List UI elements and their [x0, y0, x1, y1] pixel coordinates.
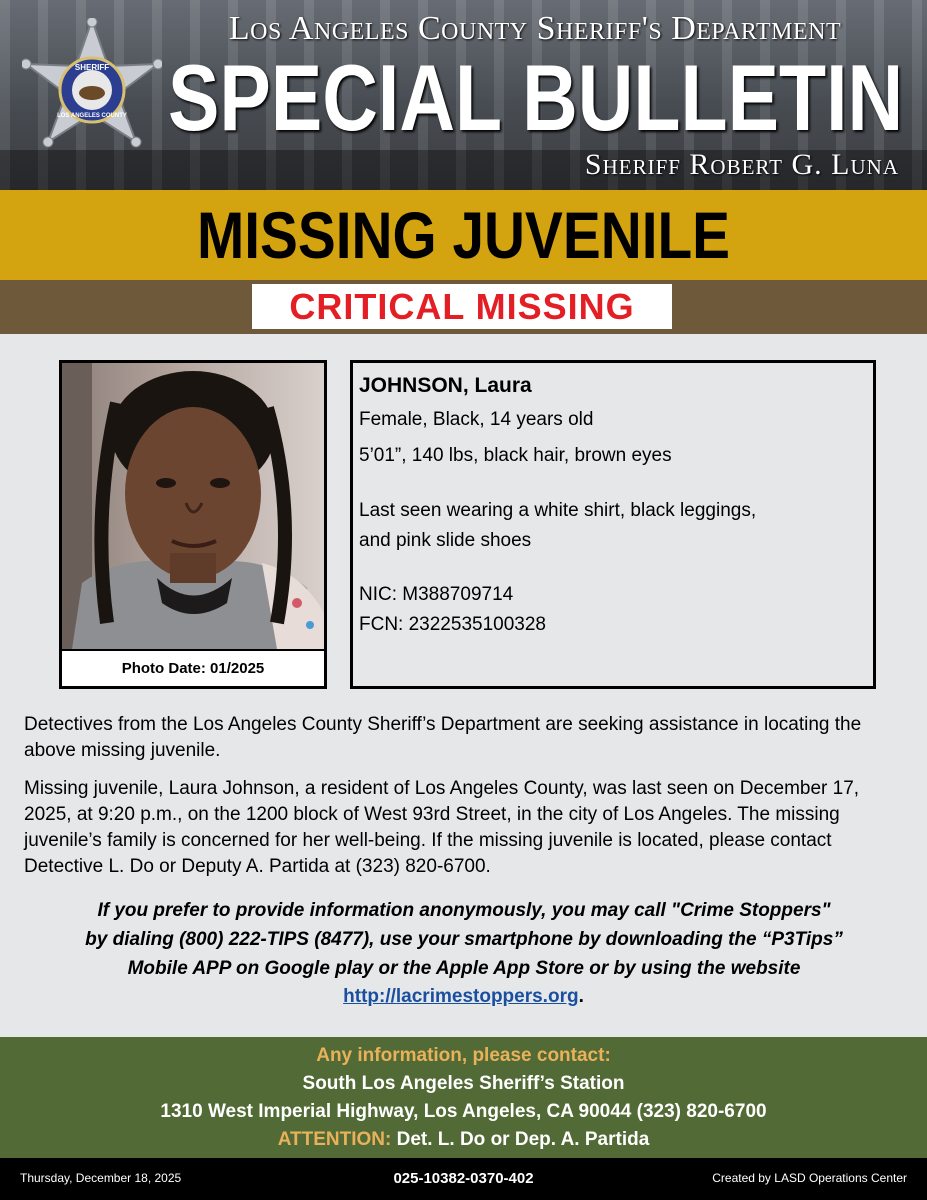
person-clothing-line2: and pink slide shoes: [359, 530, 532, 551]
footer-credit: Created by LASD Operations Center: [712, 1171, 907, 1185]
footer-date: Thursday, December 18, 2025: [20, 1171, 182, 1185]
crime-stoppers-link[interactable]: http://lacrimestoppers.org: [343, 986, 579, 1007]
body-paragraph-1: Detectives from the Los Angeles County Sheriff’s Department are seeking assistance in locating the above missing juvenile.: [24, 714, 862, 761]
crime-stoppers-link-row: http://lacrimestoppers.org.: [343, 986, 584, 1007]
anon-line-1: If you prefer to provide information anonymously, you may call "Crime Stoppers": [97, 900, 831, 921]
svg-text:LOS ANGELES COUNTY: LOS ANGELES COUNTY: [57, 113, 127, 119]
anonymous-tip-notice: [24, 896, 904, 983]
svg-text:SHERIFF: SHERIFF: [74, 63, 110, 72]
fcn-number: FCN: 2322535100328: [359, 614, 546, 635]
person-physical-description: 5’01”, 140 lbs, black hair, brown eyes: [359, 445, 672, 466]
contact-heading: Any information, please contact:: [316, 1045, 611, 1066]
person-clothing-line1: Last seen wearing a white shirt, black leggings,: [359, 500, 757, 521]
missing-title-band: [0, 190, 927, 280]
footer-case-code: 025-10382-0370-402: [393, 1170, 534, 1187]
critical-missing-label: CRITICAL MISSING: [252, 284, 672, 329]
bulletin-body: [24, 712, 904, 892]
contact-band: [0, 1037, 927, 1158]
contact-address: 1310 West Imperial Highway, Los Angeles, CA 90044 (323) 820-6700: [160, 1101, 767, 1122]
attention-names: Det. L. Do or Dep. A. Partida: [391, 1129, 650, 1150]
department-title: Los Angeles County Sheriff's Department: [228, 10, 842, 47]
missing-juvenile-title: MISSING JUVENILE: [196, 198, 731, 272]
special-bulletin-title: SPECIAL BULLETIN: [168, 45, 904, 150]
anon-line-2: by dialing (800) 222-TIPS (8477), use your smartphone by downloading the “P3Tips”: [85, 929, 843, 950]
body-paragraph-2: Missing juvenile, Laura Johnson, a resident of Los Angeles County, was last seen on December 17, 2025, at 9:20 p.m., on the 1200 block of West 93rd Street, in the city of Los Angeles. The missing juvenile’s family is concerned for her well-being. If the missing juvenile is located, please contact Detective L. Do or Deputy A. Partida at (323) 820-6700.: [24, 778, 860, 877]
attention-label: ATTENTION:: [277, 1129, 392, 1150]
sheriff-star-badge-icon: [22, 18, 162, 168]
missing-person-photo-frame: [59, 360, 327, 689]
anon-line-3: Mobile APP on Google play or the Apple App Store or by using the website: [127, 958, 801, 979]
person-details-box: [350, 360, 876, 689]
severity-band: [0, 280, 927, 334]
bulletin-footer: [0, 1158, 927, 1200]
contact-attention: [0, 1129, 927, 1151]
sheriff-name: Sheriff Robert G. Luna: [584, 148, 899, 181]
photo-date-caption: Photo Date: 01/2025: [62, 649, 324, 686]
missing-person-photo: [62, 363, 324, 649]
nic-number: NIC: M388709714: [359, 584, 514, 605]
person-name: JOHNSON, Laura: [359, 374, 532, 397]
person-demographics: Female, Black, 14 years old: [359, 409, 594, 430]
bulletin-header: [0, 0, 927, 190]
contact-station: South Los Angeles Sheriff’s Station: [302, 1073, 625, 1094]
